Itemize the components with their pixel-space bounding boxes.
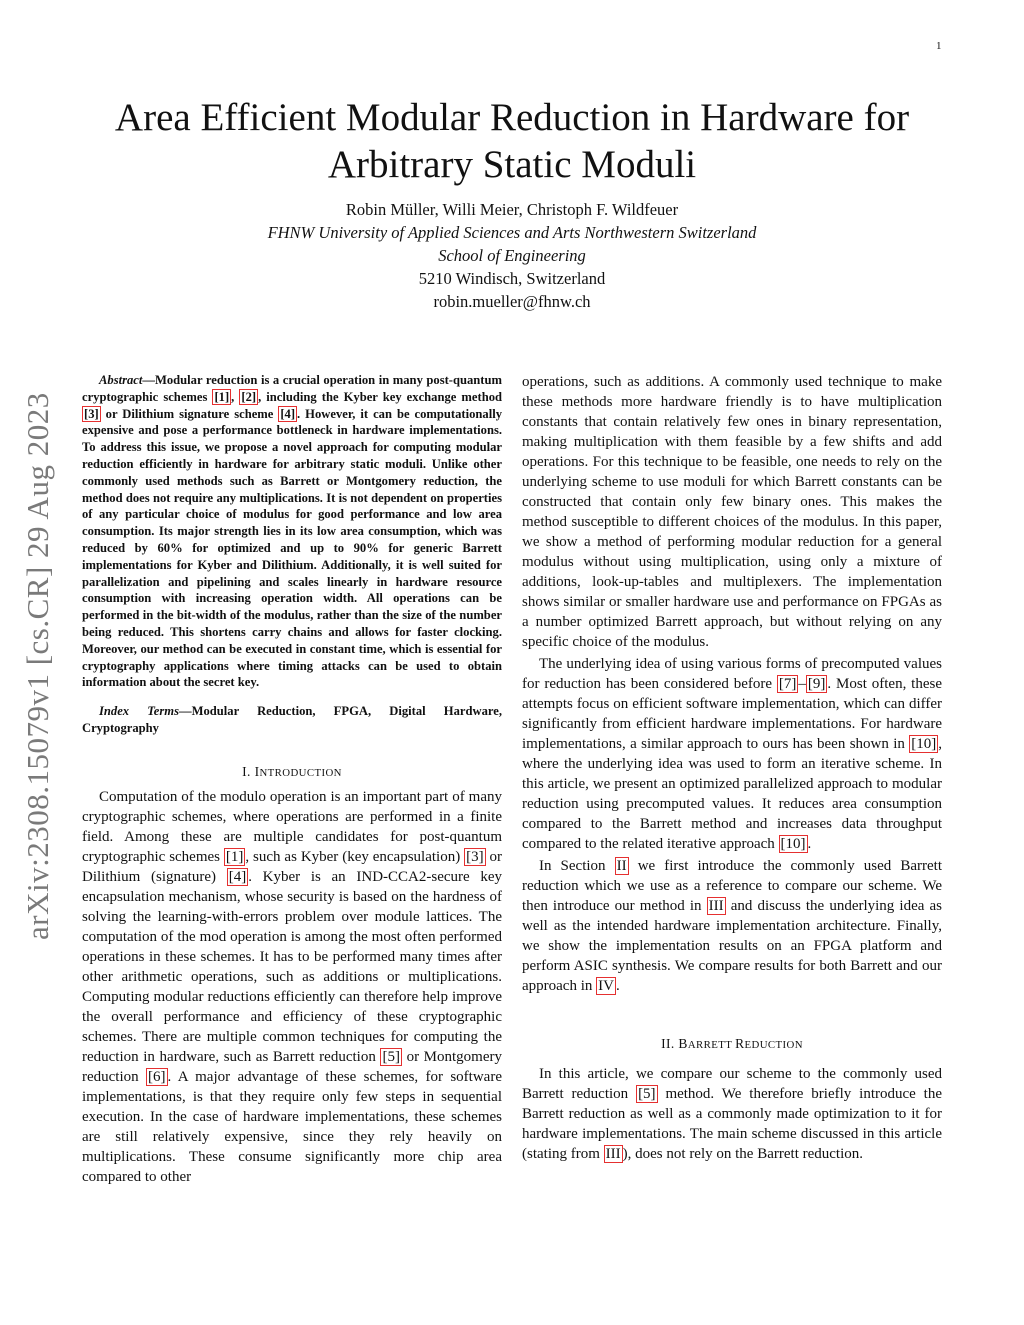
citation-link[interactable]: [9] xyxy=(807,676,826,692)
email: robin.mueller@fhnw.ch xyxy=(433,292,591,311)
author-names: Robin Müller, Willi Meier, Christoph F. Wildfeuer xyxy=(345,200,679,219)
address: 5210 Windisch, Switzerland xyxy=(418,269,606,288)
citation-link[interactable]: [10] xyxy=(911,736,937,752)
index-terms: Index Terms—Modular Reduction, FPGA, Digital Hardware, Cryptography xyxy=(82,704,502,735)
index-terms-label: Index Terms xyxy=(99,704,179,719)
author-block xyxy=(82,198,942,313)
citation-link[interactable]: [10] xyxy=(780,836,806,852)
intro-paragraph-1-continued: operations, such as additions. A commonly used technique to make these methods more hardware friendly is to have multiplication constants that contain relatively few ones in binary representation, making multiplication with them feasible by a few shifts and add operations. For this technique to be feasible, one needs to rely on the underlying scheme to use moduli for which Barrett constants can be constructed that contain only few binary ones. This makes the method susceptible to different choices of the modulus. In this paper, we show a method of performing modular reduction for a general modulus without using multiplication, using only a mixture of additions, look-up-tables and multiplexers. The implementation shows similar or smaller hardware use and performance on FPGAs as a number optimized Barrett approach, but without relying on any specific choice of the modulus. xyxy=(522,374,942,650)
intro-paragraph-2: The underlying idea of using various forms of precomputed values for reduction has been considered before [7] – [9] . Most often, these attempts focus on efficient software implementation, which can differ significantly from efficient hardware implementations. For hardware implementations, a similar approach to ours has been shown in [10] , where the underlying idea was used to form an iterative scheme. In this article, we present an optimized parallelized approach to modular reduction using precomputed values. It reduces area consumption compared to the Barrett method and increases data throughput compared to the related iterative approach [10] . xyxy=(522,656,942,852)
citation-link[interactable]: [1] xyxy=(225,848,244,865)
left-column xyxy=(82,372,502,1187)
barrett-paragraph-1: In this article, we compare our scheme to the commonly used Barrett reduction [5] method. We therefore briefly introduce the Barrett reduction as well as a commonly made optimization to it for hardware implementations. The main scheme discussed in this article (stating from III ), does not rely on the Barrett reduction. xyxy=(522,1066,943,1162)
section-heading-introduction: I. INTRODUCTION xyxy=(242,763,342,779)
school: School of Engineering xyxy=(438,246,586,265)
affiliation: FHNW University of Applied Sciences and Arts Northwestern Switzerland xyxy=(267,223,757,242)
citation-link[interactable]: [7] xyxy=(778,676,797,692)
citation-link[interactable]: [5] xyxy=(382,1048,400,1065)
citation-link[interactable]: [3] xyxy=(466,848,484,865)
citation-link[interactable]: [5] xyxy=(638,1086,656,1102)
title-line-2: Arbitrary Static Moduli xyxy=(327,143,697,186)
section-heading-barrett-reduction: II. BARRETT REDUCTION xyxy=(661,1036,803,1051)
section-link[interactable]: II xyxy=(616,858,627,874)
intro-paragraph-3: In Section II we first introduce the commonly used Barrett reduction which we use as a reference to compare our scheme. We then introduce our method in III and discuss the underlying idea as well as the intended hardware implementation architecture. Finally, we show the implementation results on an FPGA platform and perform ASIC synthesis. We compare results for both Barrett and our approach in IV . xyxy=(522,858,942,994)
page-number: 1 xyxy=(936,40,942,52)
abstract-label: Abstract xyxy=(99,373,143,387)
section-link[interactable]: III xyxy=(708,898,724,914)
abstract: Abstract—Modular reduction is a crucial operation in many post-quantum cryptographic schemes [1] , [2] , including the Kyber key exchange method [3] or Dilithium signature scheme [4] . However, it can be computationally expensive and pose a performance bottleneck in hardware implementations. To address this issue, we propose a novel approach for computing modular reduction efficiently in hardware for arbitrary static moduli. Unlike other commonly used methods such as Barrett or Montgomery reduction, the method does not require any multiplications. It is not dependent on properties of any particular choice of modulus for good performance and low area consumption. Its major strength lies in its low area consumption, which was reduced by 60% for optimized and up to 90% for generic Barrett implementations for Kyber and Dilithium. Additionally, it is well suited for parallelization and pipelining and scales linearly in hardware resource consumption with increasing operation width. All operations can be performed in the bit-width of the modulus, rather than the size of the number being reduced. This shortens carry chains and allows for faster clocking. Moreover, our method can be executed in constant time, which is essential for cryptography applications where timing attacks can be used to obtain information about the secret key. xyxy=(82,373,502,690)
right-column xyxy=(522,372,942,1164)
citation-link[interactable]: [2] xyxy=(241,389,257,404)
intro-paragraph-1: Computation of the modulo operation is an important part of many cryptographic schemes, where operations are performed in a finite field. Among these are multiple candidates for post-quantum cryptographic schemes [1] , such as Kyber (key encapsulation) [3] or Dilithium (signature) [4] . Kyber is an IND-CCA2-secure key encapsulation mechanism, whose security is based on the hardness of solving the learning-with-errors problem over module lattices. The computation of the mod operation is among the most often performed operations in these schemes. It has to be performed many times after other arithmetic operations, such as additions or multiplications. Computing modular reductions efficiently can therefore help improve the overall performance and efficiency of these cryptographic schemes. There are multiple common techniques for computing the reduction in hardware, such as Barrett reduction [5] or Montgomery reduction [6] . A major advantage of these schemes, for software implementations, is that they require only few steps in sequential execution. In the case of hardware implementations, these schemes are still relatively expensive, since they rely heavily on multiplications. These consume significantly more chip area compared to other xyxy=(82,788,503,1185)
citation-link[interactable]: [1] xyxy=(214,389,230,404)
citation-link[interactable]: [4] xyxy=(280,406,296,421)
section-link[interactable]: IV xyxy=(598,978,614,994)
title-line-1: Area Efficient Modular Reduction in Hardware for xyxy=(114,96,910,139)
section-link[interactable]: III xyxy=(605,1146,621,1162)
paper-title xyxy=(82,94,942,188)
citation-link[interactable]: [4] xyxy=(228,868,247,885)
citation-link[interactable]: [6] xyxy=(148,1068,166,1085)
arxiv-identifier: arXiv:2308.15079v1 [cs.CR] 29 Aug 2023 xyxy=(20,392,55,940)
citation-link[interactable]: [3] xyxy=(84,406,99,421)
